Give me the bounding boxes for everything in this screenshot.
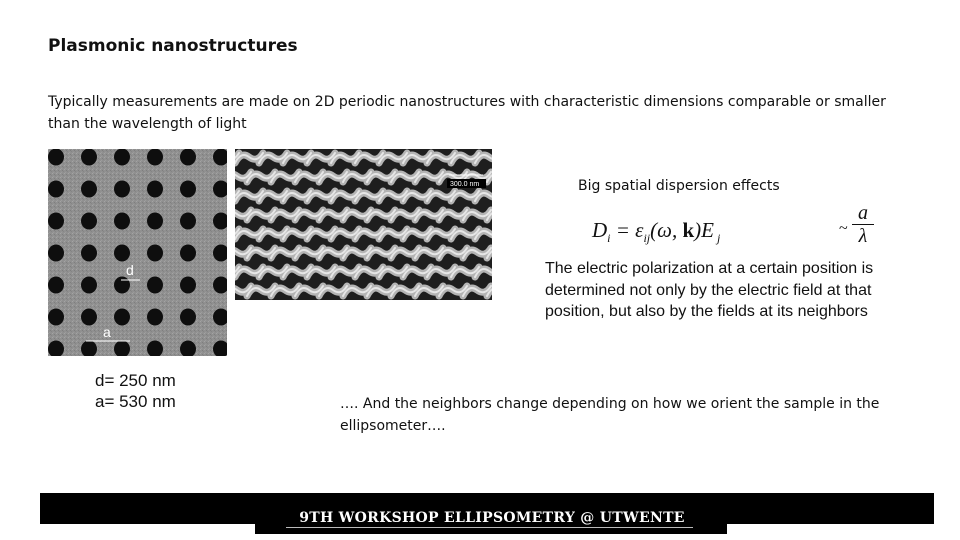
hole	[48, 277, 64, 294]
hole	[48, 213, 64, 230]
hole	[114, 309, 130, 326]
hole	[48, 149, 64, 166]
hole	[114, 213, 130, 230]
footer-label: 9TH WORKSHOP ELLIPSOMETRY @ UTWENTE	[299, 510, 685, 526]
footer-rule	[286, 527, 693, 528]
hole	[147, 213, 163, 230]
approx-symbol: ~	[839, 220, 848, 237]
hole-diameter-label: d	[126, 262, 134, 278]
dimension-values	[95, 370, 176, 412]
slide-title: Plasmonic nanostructures	[48, 36, 298, 56]
dispersion-heading: Big spatial dispersion effects	[578, 178, 780, 194]
hole	[81, 277, 97, 294]
hole	[114, 277, 130, 294]
hole	[147, 309, 163, 326]
ratio-numerator: a	[852, 202, 874, 225]
orientation-note: …. And the neighbors change depending on how we orient the sample in the ellipsometer….	[340, 396, 880, 434]
ratio-denominator: λ	[858, 225, 868, 247]
hole	[48, 181, 64, 198]
hole	[147, 245, 163, 262]
hole	[81, 213, 97, 230]
constitutive-equation: $D_i = \varepsilon_{ij}(\omega$, k)E $_j$	[592, 218, 721, 246]
hole	[114, 149, 130, 166]
hole	[81, 309, 97, 326]
hole	[147, 149, 163, 166]
hole	[180, 149, 196, 166]
hole	[81, 245, 97, 262]
hole	[147, 277, 163, 294]
size-wavelength-ratio	[852, 202, 874, 247]
hole	[114, 181, 130, 198]
hole-pitch-label: a	[103, 324, 111, 340]
hole	[180, 213, 196, 230]
intro-text: Typically measurements are made on 2D periodic nanostructures with characteristic dimensions comparable or smaller than the wavelength of light	[48, 94, 886, 132]
hole-diameter-value: d= 250 nm	[95, 371, 176, 390]
hole	[147, 181, 163, 198]
chiral-nanostructure-sem-image	[235, 149, 492, 300]
hole	[81, 149, 97, 166]
polarization-explanation: The electric polarization at a certain position is determined not only by the electric field at that position, but also by the fields at its neighbors	[545, 260, 874, 320]
hole	[180, 181, 196, 198]
hole	[48, 245, 64, 262]
hole	[180, 277, 196, 294]
hole	[180, 309, 196, 326]
hole	[48, 309, 64, 326]
scale-bar-label: 300.0 nm	[450, 181, 480, 188]
pitch-value: a= 530 nm	[95, 392, 176, 411]
hole	[180, 245, 196, 262]
hole	[81, 181, 97, 198]
hole-array-sem-image	[48, 149, 227, 356]
hole	[114, 245, 130, 262]
